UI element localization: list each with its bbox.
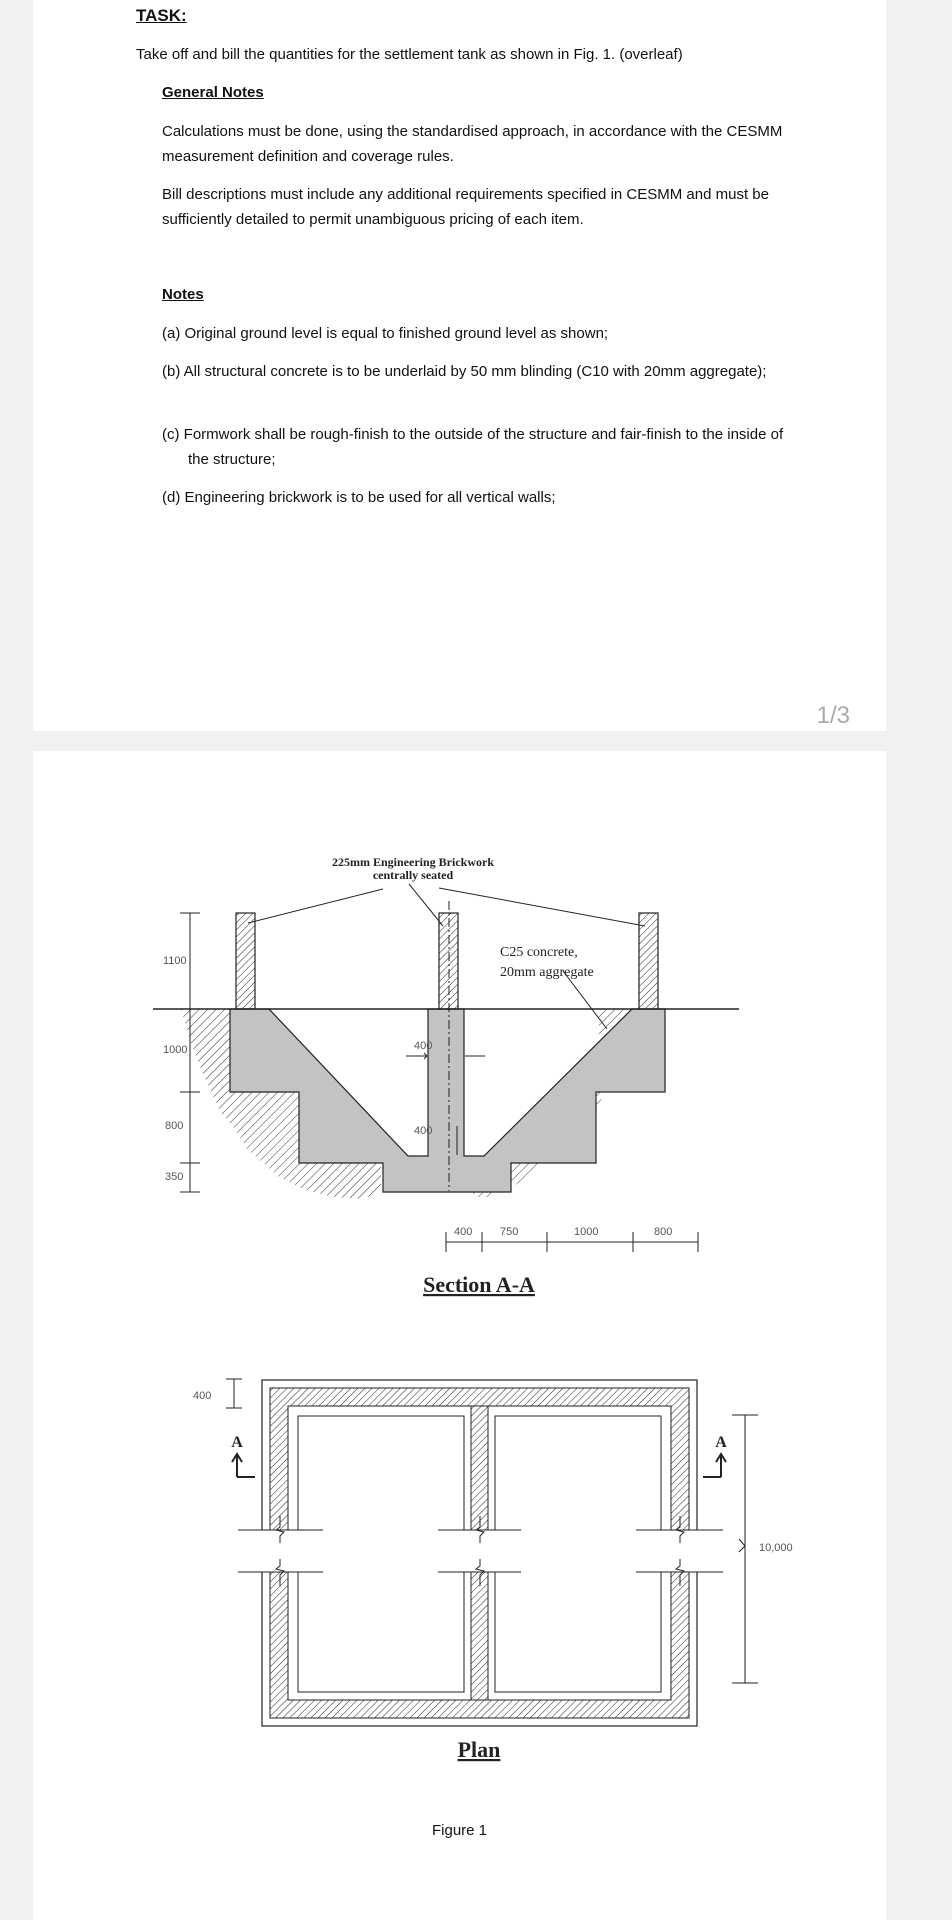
note-item-a: (a) Original ground level is equal to finished ground level as shown; xyxy=(162,325,609,342)
section-arrow-left xyxy=(232,1454,255,1477)
section-marker-left: A xyxy=(231,1434,243,1451)
section-marker-right: A xyxy=(715,1434,727,1451)
plan-title: Plan xyxy=(457,1737,501,1762)
dim-1000: 1000 xyxy=(163,1044,188,1056)
dim-400: 400 xyxy=(454,1226,473,1238)
note-item-c: (c) Formwork shall be rough-finish to the outside of the structure and fair-finish to the inside of the structure; xyxy=(162,426,784,468)
dim-wall-thickness: 400 xyxy=(414,1040,433,1052)
brick-label: 225mm Engineering Brickwork xyxy=(332,855,494,869)
dim-1100: 1100 xyxy=(163,955,187,967)
general-notes-heading: General Notes xyxy=(162,84,264,101)
plan-break-band xyxy=(233,1530,733,1572)
brick-wall-left xyxy=(236,913,255,1009)
general-notes-paragraph: Bill descriptions must include any additional requirements specified in CESMM and must be sufficiently detailed to permit unambiguous pricing of each item. xyxy=(162,186,769,228)
section-title: Section A-A xyxy=(423,1272,535,1297)
note-item-b: (b) All structural concrete is to be underlaid by 50 mm blinding (C10 with 20mm aggregate); xyxy=(162,363,767,380)
notes-heading: Notes xyxy=(162,286,204,303)
note-item-d: (d) Engineering brickwork is to be used for all vertical walls; xyxy=(162,489,556,506)
page-number: 1/3 xyxy=(816,702,850,729)
task-heading: TASK: xyxy=(136,6,187,25)
task-description: Take off and bill the quantities for the settlement tank as shown in Fig. 1. (overleaf) xyxy=(136,46,683,63)
section-a-a xyxy=(153,855,739,1297)
figure-1-drawing xyxy=(33,751,886,1811)
plan-view xyxy=(193,1379,793,1762)
general-notes-paragraph: Calculations must be done, using the standardised approach, in accordance with the CESMM measurement definition and coverage rules. xyxy=(162,123,783,165)
document-page-2 xyxy=(33,751,886,1920)
brick-wall-right xyxy=(639,913,658,1009)
concrete-label: C25 concrete, xyxy=(500,945,578,960)
dim-800-h: 800 xyxy=(654,1226,673,1238)
figure-caption: Figure 1 xyxy=(431,1822,488,1839)
document-page-1 xyxy=(33,0,886,731)
section-arrow-right xyxy=(703,1454,726,1477)
dim-800: 800 xyxy=(165,1120,184,1132)
dim-1000-h: 1000 xyxy=(574,1226,599,1238)
concrete-label-sub: 20mm aggregate xyxy=(500,965,594,980)
brick-label-sub: centrally seated xyxy=(372,868,454,882)
dim-750: 750 xyxy=(500,1226,519,1238)
dim-slot-depth: 400 xyxy=(414,1125,433,1137)
plan-dim-400: 400 xyxy=(193,1390,212,1402)
plan-dim-length: 10,000 xyxy=(759,1542,793,1554)
dim-350: 350 xyxy=(165,1171,184,1183)
